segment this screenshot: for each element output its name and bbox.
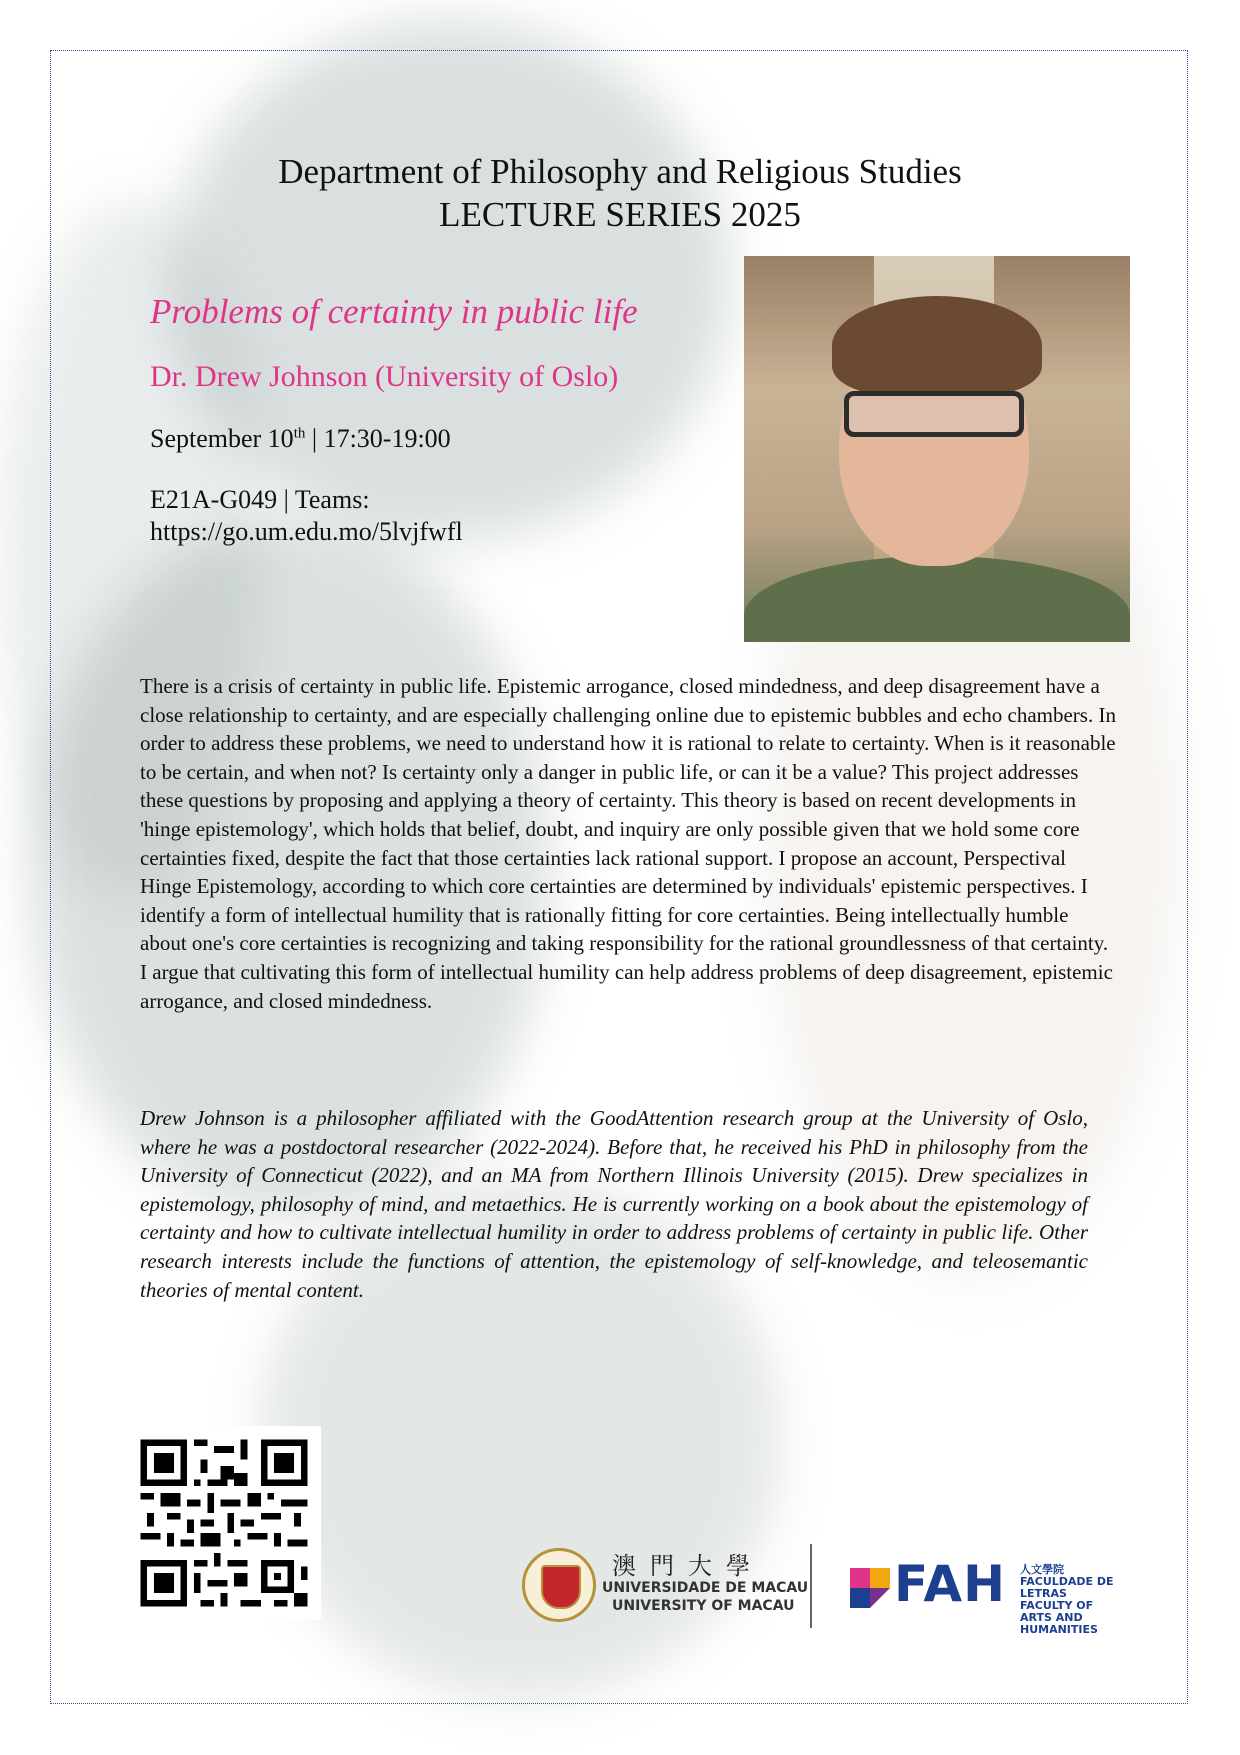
um-portuguese-name: UNIVERSIDADE DE MACAU (602, 1580, 809, 1596)
fah-english-2: ARTS AND HUMANITIES (1020, 1611, 1098, 1636)
um-chinese-name: 澳門大學 (612, 1552, 764, 1580)
speaker-name: Dr. Drew Johnson (University of Oslo) (150, 360, 619, 393)
fah-chinese: 人文學院 (1020, 1563, 1064, 1576)
teams-link[interactable]: https://go.um.edu.mo/5lvjfwfl (150, 517, 463, 546)
poster-header (120, 150, 1120, 236)
abstract-paragraph: There is a crisis of certainty in public life. Epistemic arrogance, closed mindedness, and deep disagreement have a close relationship to certainty, and are especially challenging online due to epistemic bubbles and echo chambers. In order to address these problems, we need to understand how it is rational to relate to certainty. When is it reasonable to be certain, and when not? Is certainty only a danger in public life, or can it be a value? This project addresses these questions by proposing and applying a theory of certainty. This theory is based on recent developments in 'hinge epistemology', which holds that belief, doubt, and inquiry are only possible given that we hold some core certainties fixed, despite the fact that those certainties lack rational support. I propose an account, Perspectival Hinge Epistemology, according to which core certainties are determined by individuals' epistemic perspectives. I identify a form of intellectual humility that is rationally fitting for core certainties. Being intellectually humble about one's core certainties is recognizing and taking responsibility for the rational groundlessness of that certainty. I argue that cultivating this form of intellectual humility can help address problems of deep disagreement, epistemic arrogance, and closed mindedness. (140, 674, 1116, 1013)
time-text: | 17:30-19:00 (305, 424, 451, 453)
venue-room: E21A-G049 | Teams: (150, 485, 370, 514)
department-name: Department of Philosophy and Religious Studies (278, 152, 962, 191)
institution-logos (520, 1540, 1140, 1636)
qr-code-icon[interactable] (127, 1426, 321, 1620)
talk-title: Problems of certainty in public life (150, 292, 638, 331)
date-time (150, 424, 451, 454)
fah-full-name (1020, 1564, 1140, 1636)
speaker-bio: Drew Johnson is a philosopher affiliated with the GoodAttention research group at the University of Oslo, where he was a postdoctoral researcher (2022-2024). Before that, he received his PhD in philosophy from the University of Connecticut (2022), and an MA from Northern Illinois University (2015). Drew specializes in epistemology, philosophy of mind, and metaethics. He is currently working on a book about the epistemology of certainty and how to cultivate intellectual humility in order to address problems of certainty in public life. Other research interests include the functions of attention, the epistemology of self-knowledge, and teleosemantic theories of mental content. (140, 1106, 1088, 1302)
university-seal-icon (522, 1548, 596, 1622)
speaker-photo (744, 256, 1130, 642)
venue-info (150, 484, 710, 548)
fah-english-1: FACULTY OF (1020, 1599, 1094, 1612)
date-text: September 10 (150, 424, 294, 453)
fah-logo-icon (850, 1568, 890, 1608)
logo-divider (810, 1544, 812, 1628)
fah-abbrev: FAH (894, 1555, 1006, 1613)
um-english-name: UNIVERSITY OF MACAU (612, 1598, 795, 1614)
fah-portuguese: FACULDADE DE LETRAS (1020, 1575, 1114, 1600)
series-title: LECTURE SERIES 2025 (439, 195, 801, 234)
date-suffix: th (293, 425, 306, 442)
